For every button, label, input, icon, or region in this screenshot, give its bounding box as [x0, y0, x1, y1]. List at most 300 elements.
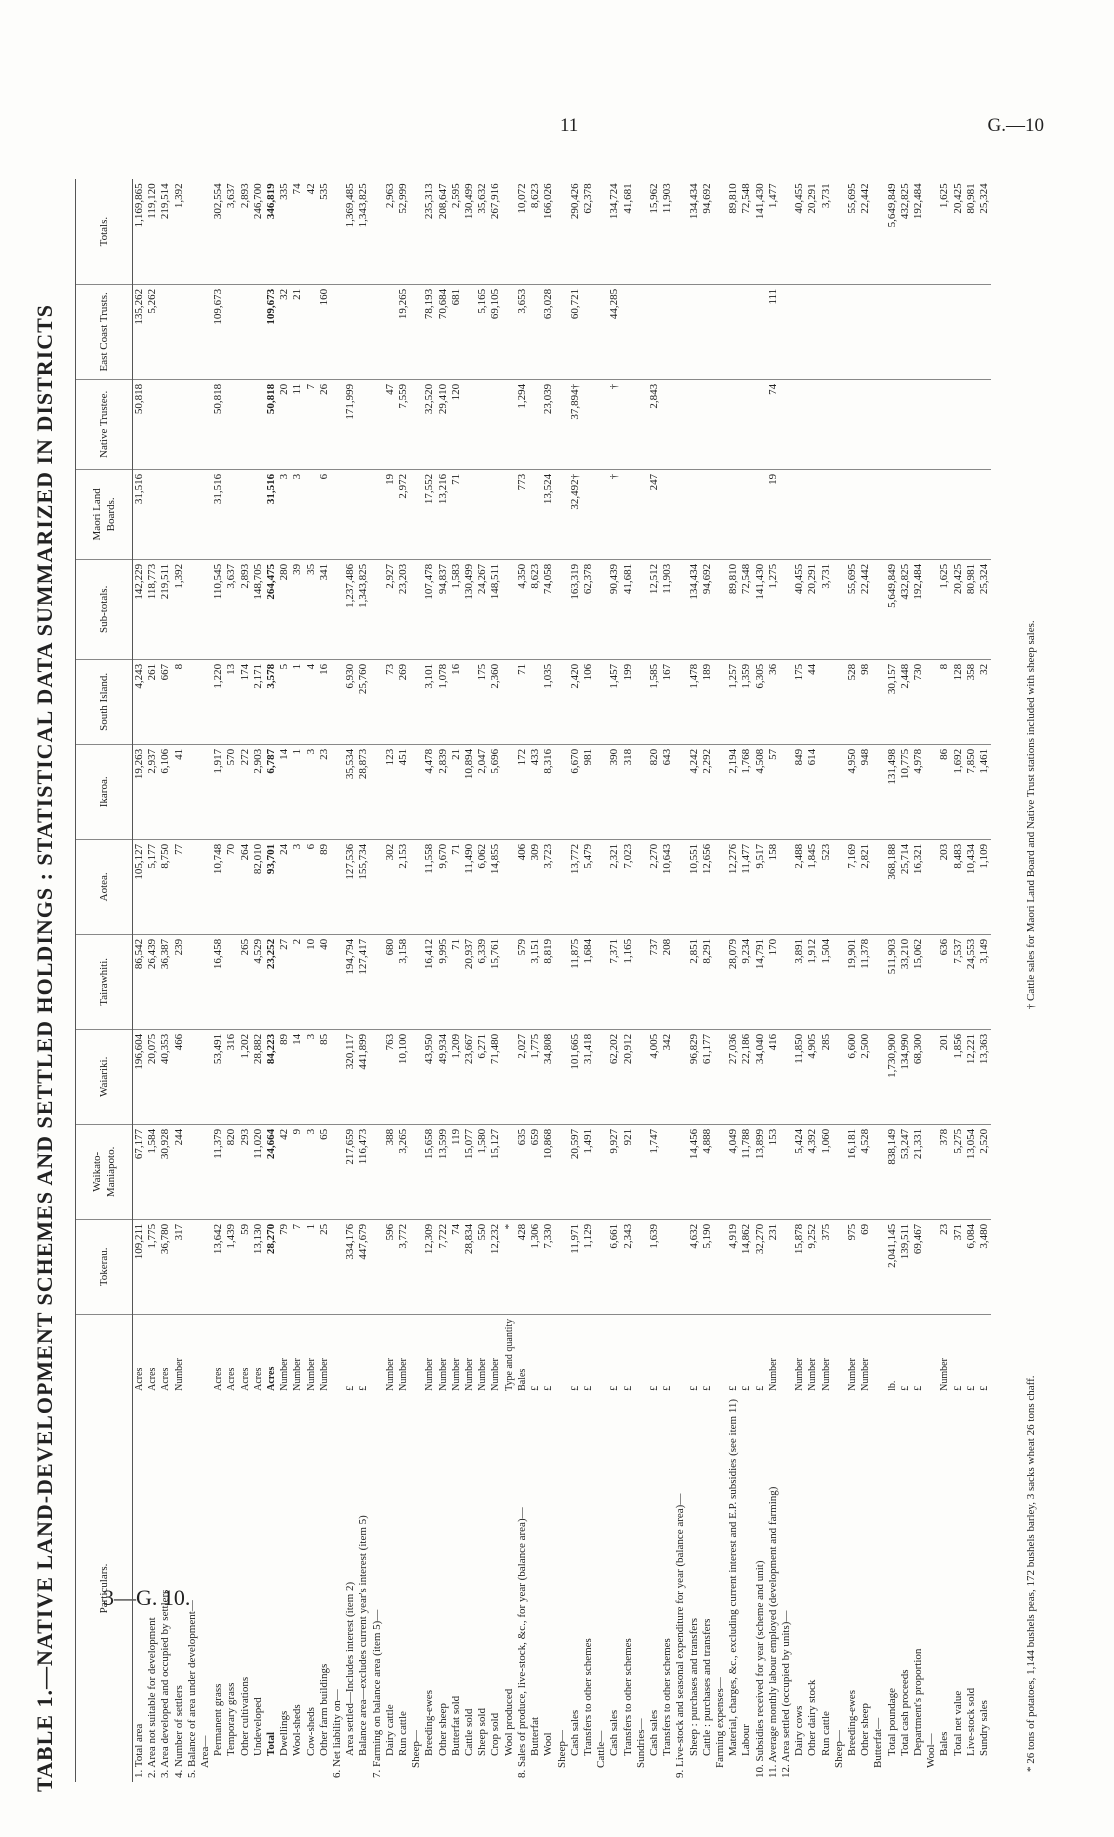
- table-cell: [872, 839, 885, 934]
- table-cell: [331, 1219, 344, 1314]
- table-cell: [701, 284, 714, 379]
- table-cell: [701, 469, 714, 559]
- table-row: [767, 179, 780, 1782]
- table-cell: [714, 284, 727, 379]
- row-label: Run cattle: [397, 1711, 410, 1756]
- row-label: Balance area—excludes current year's interest (item 5): [357, 1515, 370, 1756]
- table-cell: 148,705: [252, 559, 265, 659]
- table-cell: 570: [225, 744, 238, 839]
- table-cell: 201: [938, 1029, 951, 1124]
- table-cell: 2,500: [859, 1029, 872, 1124]
- table-cell: 3,578: [265, 659, 278, 744]
- table-cell: [595, 284, 608, 379]
- table-cell: [740, 379, 753, 469]
- table-cell: 10,434: [965, 839, 978, 934]
- unit-cell: [186, 1314, 199, 1395]
- row-label: Butterfat—: [872, 1717, 885, 1768]
- table-cell: [595, 1029, 608, 1124]
- table-cell: 433: [529, 744, 542, 839]
- table-cell: [371, 659, 384, 744]
- table-cell: [199, 179, 212, 284]
- table-cell: 8,291: [701, 934, 714, 1029]
- table-cell: 4: [305, 659, 318, 744]
- column-header: [76, 1314, 133, 1395]
- table-cell: 15,658: [423, 1124, 436, 1219]
- table-cell: 12,221: [965, 1029, 978, 1124]
- table-cell: [674, 559, 687, 659]
- table-cell: 285: [820, 1029, 833, 1124]
- unit-cell: [714, 1314, 727, 1395]
- table-cell: 3,480: [978, 1219, 991, 1314]
- table-cell: 8,483: [952, 839, 965, 934]
- table-row: [833, 179, 846, 1782]
- table-cell: 80,981: [965, 179, 978, 284]
- table-cell: 1,078: [437, 659, 450, 744]
- table-cell: 20,291: [806, 179, 819, 284]
- table-cell: 28,882: [252, 1029, 265, 1124]
- row-label: Other sheep: [859, 1703, 872, 1756]
- table-cell: [595, 179, 608, 284]
- table-cell: 155,734: [357, 839, 370, 934]
- table-cell: 85: [318, 1029, 331, 1124]
- table-cell: 4,528: [859, 1124, 872, 1219]
- table-cell: 1,109: [978, 839, 991, 934]
- row-label: Total net value: [951, 1690, 964, 1756]
- column-header: Sub-totals.: [76, 559, 133, 659]
- table-cell: 11: [291, 379, 304, 469]
- table-cell: [925, 659, 938, 744]
- table-cell: 67,177: [133, 1124, 147, 1219]
- unit-cell: [595, 1314, 608, 1395]
- table-cell: [371, 284, 384, 379]
- table-cell: [674, 179, 687, 284]
- table-cell: [833, 469, 846, 559]
- table-cell: 192,484: [912, 559, 925, 659]
- table-cell: [938, 469, 951, 559]
- table-cell: [925, 1219, 938, 1314]
- unit-cell: Number: [384, 1358, 396, 1391]
- row-label: Butterfat: [529, 1716, 542, 1756]
- table-cell: [199, 839, 212, 934]
- table-cell: 4,529: [252, 934, 265, 1029]
- table-cell: 6,670: [569, 744, 582, 839]
- table-cell: [463, 284, 476, 379]
- table-cell: 6: [305, 839, 318, 934]
- table-cell: 246,700: [252, 179, 265, 284]
- table-cell: 22,442: [859, 179, 872, 284]
- table-cell: [503, 744, 516, 839]
- table-cell: 8: [173, 659, 186, 744]
- row-label: 12. Area settled (occupied by units)—: [779, 1610, 792, 1778]
- row-label: Dwellings: [278, 1710, 291, 1756]
- table-cell: 378: [938, 1124, 951, 1219]
- table-cell: 1,035: [542, 659, 555, 744]
- table-cell: 667: [159, 659, 172, 744]
- table-cell: [252, 379, 265, 469]
- table-cell: 82,010: [252, 839, 265, 934]
- table-cell: [331, 179, 344, 284]
- table-cell: [872, 1219, 885, 1314]
- table-cell: [952, 284, 965, 379]
- table-cell: 12,512: [648, 559, 661, 659]
- table-cell: 33,210: [899, 934, 912, 1029]
- table-cell: 11,379: [212, 1124, 225, 1219]
- table-row: [410, 179, 423, 1782]
- row-label: Live-stock sold: [964, 1687, 977, 1756]
- table-row: [714, 179, 727, 1782]
- table-cell: 730: [912, 659, 925, 744]
- table-cell: 23,039: [542, 379, 555, 469]
- table-cell: [371, 1029, 384, 1124]
- table-cell: 1,343,825: [357, 559, 370, 659]
- table-row: [476, 179, 489, 1782]
- table-cell: 10,894: [463, 744, 476, 839]
- table-row: [450, 179, 463, 1782]
- table-cell: 25,324: [978, 179, 991, 284]
- table-cell: 432,825: [899, 179, 912, 284]
- table-cell: [886, 379, 899, 469]
- table-cell: 636: [938, 934, 951, 1029]
- table-cell: 6,600: [846, 1029, 859, 1124]
- table-cell: [925, 559, 938, 659]
- table-cell: [186, 1029, 199, 1124]
- table-cell: [146, 379, 159, 469]
- unit-cell: Acres: [226, 1367, 238, 1391]
- unit-cell: £: [741, 1385, 753, 1391]
- table-row: [648, 179, 661, 1782]
- table-cell: [780, 284, 793, 379]
- row-label: Transfers to other schemes: [581, 1638, 594, 1756]
- table-row: [489, 179, 502, 1782]
- table-cell: 3: [305, 744, 318, 839]
- table-cell: 20,937: [463, 934, 476, 1029]
- table-cell: [556, 179, 569, 284]
- table-cell: 643: [661, 744, 674, 839]
- table-row: [503, 179, 516, 1782]
- table-cell: 34,040: [754, 1029, 767, 1124]
- table-cell: 109,673: [212, 284, 225, 379]
- table-cell: [833, 934, 846, 1029]
- table-cell: 16: [450, 659, 463, 744]
- table-row: [133, 179, 147, 1782]
- table-cell: 1: [305, 1219, 318, 1314]
- table-cell: [186, 744, 199, 839]
- unit-cell: £: [569, 1385, 581, 1391]
- table-cell: [595, 744, 608, 839]
- table-cell: [727, 379, 740, 469]
- table-cell: [225, 469, 238, 559]
- table-cell: 74: [767, 379, 780, 469]
- table-cell: 3,772: [397, 1219, 410, 1314]
- table-cell: 15,761: [489, 934, 502, 1029]
- table-cell: 4,005: [648, 1029, 661, 1124]
- table-cell: [331, 839, 344, 934]
- table-cell: 1,684: [582, 934, 595, 1029]
- statistics-table: [75, 179, 991, 1782]
- table-cell: 72,548: [740, 559, 753, 659]
- table-cell: †: [608, 379, 621, 469]
- table-cell: [872, 379, 885, 469]
- header-row: [76, 179, 133, 1782]
- table-row: [173, 179, 186, 1782]
- table-cell: 375: [820, 1219, 833, 1314]
- unit-cell: £: [543, 1385, 555, 1391]
- unit-cell: Number: [820, 1358, 832, 1391]
- table-cell: 1,457: [608, 659, 621, 744]
- table-row: [701, 179, 714, 1782]
- unit-cell: Number: [490, 1358, 502, 1391]
- row-label: 11. Average monthly labour employed (development and farming): [766, 1486, 779, 1778]
- table-cell: 57: [767, 744, 780, 839]
- table-cell: 8,623: [529, 179, 542, 284]
- table-cell: 192,484: [912, 179, 925, 284]
- table-cell: 5,649,849: [886, 559, 899, 659]
- table-row: [740, 179, 753, 1782]
- table-cell: 1,369,485: [344, 179, 357, 284]
- table-row: [252, 179, 265, 1782]
- table-cell: [952, 379, 965, 469]
- row-label: Bales: [938, 1731, 951, 1756]
- table-cell: [410, 744, 423, 839]
- table-cell: 208,647: [437, 179, 450, 284]
- table-cell: [186, 469, 199, 559]
- table-cell: 41,681: [622, 179, 635, 284]
- row-label: Other farm buildings: [317, 1663, 330, 1756]
- table-cell: 199: [622, 659, 635, 744]
- table-cell: 13,216: [437, 469, 450, 559]
- table-cell: 13,130: [252, 1219, 265, 1314]
- table-cell: [331, 1124, 344, 1219]
- table-cell: [661, 1219, 674, 1314]
- row-label: Other dairy stock: [806, 1679, 819, 1756]
- table-cell: [186, 934, 199, 1029]
- table-cell: [239, 284, 252, 379]
- table-cell: 7,371: [608, 934, 621, 1029]
- unit-cell: £: [701, 1385, 713, 1391]
- table-cell: 39: [291, 559, 304, 659]
- table-row: [859, 179, 872, 1782]
- table-cell: 2,153: [397, 839, 410, 934]
- table-cell: 1,730,900: [886, 1029, 899, 1124]
- unit-cell: Acres: [239, 1367, 251, 1391]
- table-cell: [714, 1124, 727, 1219]
- table-cell: 35,534: [344, 744, 357, 839]
- table-cell: [833, 379, 846, 469]
- table-cell: 71: [450, 934, 463, 1029]
- table-cell: 131,498: [886, 744, 899, 839]
- table-cell: 231: [767, 1219, 780, 1314]
- table-cell: [173, 379, 186, 469]
- table-cell: [186, 379, 199, 469]
- table-cell: 1,220: [212, 659, 225, 744]
- table-cell: 20,912: [622, 1029, 635, 1124]
- table-cell: [622, 284, 635, 379]
- table-cell: 15,127: [489, 1124, 502, 1219]
- table-cell: 10,775: [899, 744, 912, 839]
- table-row: [820, 179, 833, 1782]
- table-cell: 820: [225, 1124, 238, 1219]
- table-cell: [780, 559, 793, 659]
- table-cell: [925, 934, 938, 1029]
- table-cell: 1,584: [146, 1124, 159, 1219]
- table-cell: 41: [173, 744, 186, 839]
- row-label: Dairy cows: [793, 1705, 806, 1756]
- table-cell: 6,106: [159, 744, 172, 839]
- table-cell: [199, 659, 212, 744]
- table-cell: [793, 469, 806, 559]
- table-cell: 50,818: [265, 379, 278, 469]
- table-cell: 264,475: [265, 559, 278, 659]
- table-cell: 163,319: [569, 559, 582, 659]
- table-cell: 6,787: [265, 744, 278, 839]
- table-cell: 14,862: [740, 1219, 753, 1314]
- table-cell: [410, 559, 423, 659]
- table-cell: 40,455: [793, 559, 806, 659]
- table-cell: 2,839: [437, 744, 450, 839]
- table-cell: [556, 934, 569, 1029]
- row-label: Farming expenses—: [713, 1677, 726, 1768]
- table-cell: [714, 379, 727, 469]
- table-cell: [239, 469, 252, 559]
- table-cell: 1,392: [173, 179, 186, 284]
- table-cell: [661, 1124, 674, 1219]
- table-cell: [371, 469, 384, 559]
- table-cell: 208: [661, 934, 674, 1029]
- table-cell: 24,553: [965, 934, 978, 1029]
- unit-cell: Number: [398, 1358, 410, 1391]
- table-cell: [833, 744, 846, 839]
- table-cell: 141,430: [754, 559, 767, 659]
- table-cell: [199, 469, 212, 559]
- table-cell: [674, 659, 687, 744]
- table-cell: [503, 179, 516, 284]
- table-cell: [661, 284, 674, 379]
- table-cell: [661, 469, 674, 559]
- unit-cell: £: [358, 1385, 370, 1391]
- unit-cell: £: [582, 1385, 594, 1391]
- row-label: Permanent grass: [212, 1683, 225, 1756]
- table-cell: [186, 559, 199, 659]
- table-cell: 1,461: [978, 744, 991, 839]
- table-cell: [661, 379, 674, 469]
- table-cell: [410, 179, 423, 284]
- row-label: Wool—: [925, 1733, 938, 1768]
- table-cell: [622, 469, 635, 559]
- table-cell: 96,829: [688, 1029, 701, 1124]
- table-row: [938, 179, 951, 1782]
- table-cell: 93,701: [265, 839, 278, 934]
- table-cell: 1,257: [727, 659, 740, 744]
- table-cell: 7,850: [965, 744, 978, 839]
- table-cell: [556, 469, 569, 559]
- table-cell: 11,788: [740, 1124, 753, 1219]
- table-cell: 4,905: [806, 1029, 819, 1124]
- table-cell: 614: [806, 744, 819, 839]
- table-cell: [833, 559, 846, 659]
- table-cell: [582, 469, 595, 559]
- table-cell: 466: [173, 1029, 186, 1124]
- table-cell: [846, 379, 859, 469]
- table-cell: 1,439: [225, 1219, 238, 1314]
- table-cell: 78,193: [423, 284, 436, 379]
- table-cell: 107,478: [423, 559, 436, 659]
- table-cell: [503, 1029, 516, 1124]
- row-label: Crop sold: [489, 1712, 502, 1756]
- table-cell: [503, 659, 516, 744]
- table-cell: 2,027: [516, 1029, 529, 1124]
- table-cell: 160: [318, 284, 331, 379]
- table-row: [423, 179, 436, 1782]
- table-cell: 13,363: [978, 1029, 991, 1124]
- table-cell: 8,750: [159, 839, 172, 934]
- row-label: Total cash proceeds: [898, 1669, 911, 1756]
- table-cell: 13,054: [965, 1124, 978, 1219]
- unit-cell: [872, 1314, 885, 1395]
- table-row: [727, 179, 740, 1782]
- table-cell: [252, 284, 265, 379]
- table-cell: [186, 659, 199, 744]
- table-row: [688, 179, 701, 1782]
- table-cell: 523: [820, 839, 833, 934]
- table-cell: 1,202: [239, 1029, 252, 1124]
- row-label: Wool-sheds: [291, 1704, 304, 1756]
- table-cell: [714, 559, 727, 659]
- table-cell: [635, 659, 648, 744]
- table-cell: [714, 934, 727, 1029]
- table-row: [357, 179, 370, 1782]
- row-label: 7. Farming on balance area (item 5)—: [370, 1609, 383, 1778]
- table-cell: 7: [305, 379, 318, 469]
- table-cell: [503, 284, 516, 379]
- table-cell: 22,186: [740, 1029, 753, 1124]
- table-cell: 55,695: [846, 179, 859, 284]
- table-cell: 659: [529, 1124, 542, 1219]
- table-cell: 79: [278, 1219, 291, 1314]
- unit-cell: £: [754, 1385, 766, 1391]
- column-header: Tairawhiti.: [76, 934, 133, 1029]
- table-cell: 346,819: [265, 179, 278, 284]
- table-cell: [674, 744, 687, 839]
- table-cell: [872, 179, 885, 284]
- table-cell: [793, 284, 806, 379]
- table-cell: [371, 179, 384, 284]
- table-cell: 635: [516, 1124, 529, 1219]
- unit-cell: £: [912, 1385, 924, 1391]
- table-cell: 1,294: [516, 379, 529, 469]
- table-cell: 2,420: [569, 659, 582, 744]
- table-cell: [556, 1219, 569, 1314]
- table-cell: [503, 1124, 516, 1219]
- table-cell: 22,442: [859, 559, 872, 659]
- table-cell: [635, 179, 648, 284]
- table-row: [674, 179, 687, 1782]
- table-cell: 119: [450, 1124, 463, 1219]
- column-header: Tokerau.: [76, 1219, 133, 1314]
- table-cell: [714, 659, 727, 744]
- table-cell: 175: [793, 659, 806, 744]
- table-cell: 1,856: [952, 1029, 965, 1124]
- table-cell: 106: [582, 659, 595, 744]
- table-cell: 35,632: [476, 179, 489, 284]
- unit-cell: [331, 1314, 344, 1395]
- table-cell: [833, 1029, 846, 1124]
- table-cell: 14: [291, 1029, 304, 1124]
- table-cell: 11,850: [793, 1029, 806, 1124]
- table-cell: [199, 1219, 212, 1314]
- table-cell: [938, 379, 951, 469]
- table-cell: 135,262: [133, 284, 147, 379]
- row-label: Other cultivations: [238, 1676, 251, 1756]
